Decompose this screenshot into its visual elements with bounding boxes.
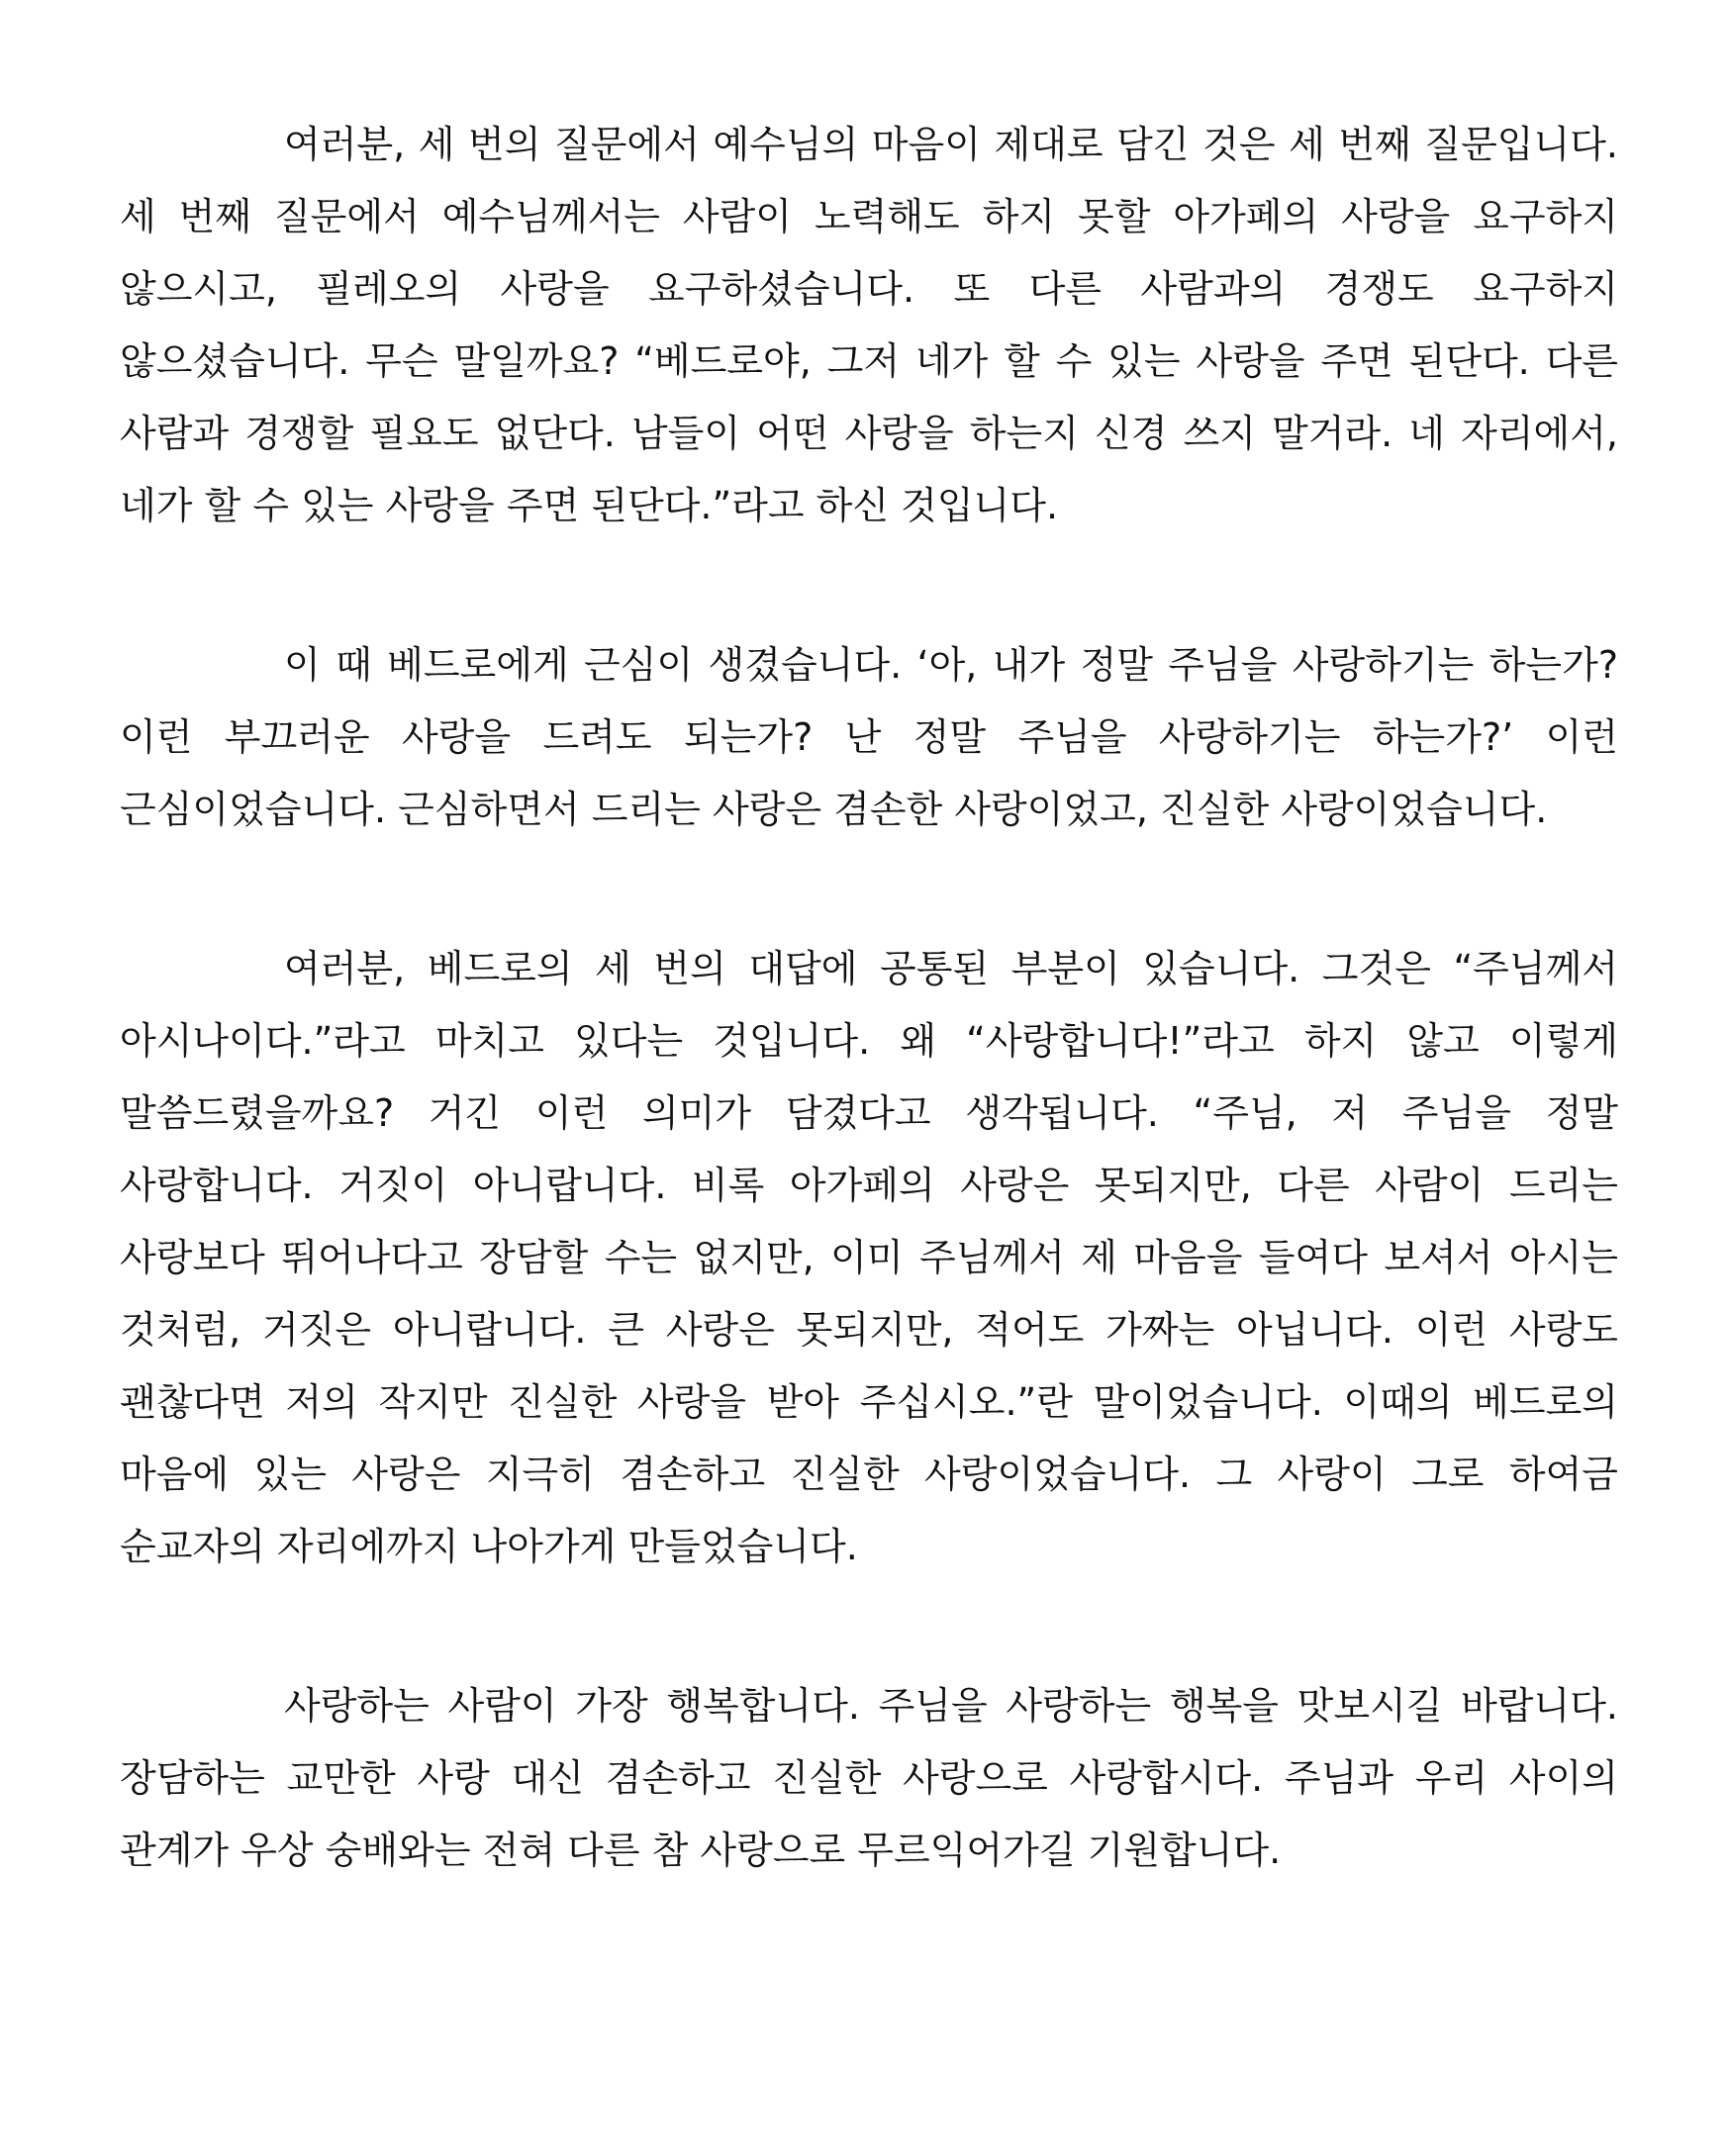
paragraph-2: 이 때 베드로에게 근심이 생겼습니다. ‘아, 내가 정말 주님을 사랑하기는 하는가? 이런 부끄러운 사랑을 드려도 되는가? 난 정말 주님을 사랑하기는 하는가?’ 이런 근심이었습니다. 근심하면서 드리는 사랑은 겸손한 사랑이었고, 진실한 사랑이었습니다. — [120, 643, 1618, 831]
document-body — [120, 109, 1618, 1887]
paragraph-4: 사랑하는 사람이 가장 행복합니다. 주님을 사랑하는 행복을 맛보시길 바랍니다. 장담하는 교만한 사랑 대신 겸손하고 진실한 사랑으로 사랑합시다. 주님과 우리 사이의 관계가 우상 숭배와는 전혀 다른 참 사랑으로 무르익어가길 기원합니다. — [120, 1684, 1618, 1872]
paragraph-1: 여러분, 세 번의 질문에서 예수님의 마음이 제대로 담긴 것은 세 번째 질문입니다. 세 번째 질문에서 예수님께서는 사람이 노력해도 하지 못할 아가페의 사랑을 요구하지 않으시고, 필레오의 사랑을 요구하셨습니다. 또 다른 사람과의 경쟁도 요구하지 않으셨습니다. 무슨 말일까요? “베드로야, 그저 네가 할 수 있는 사랑을 주면 된단다. 다른 사람과 경쟁할 필요도 없단다. 남들이 어떤 사랑을 하는지 신경 쓰지 말거라. 네 자리에서, 네가 할 수 있는 사랑을 주면 된단다.”라고 하신 것입니다. — [120, 123, 1618, 527]
paragraph-3: 여러분, 베드로의 세 번의 대답에 공통된 부분이 있습니다. 그것은 “주님께서 아시나이다.”라고 마치고 있다는 것입니다. 왜 “사랑합니다!”라고 하지 않고 이렇게 말씀드렸을까요? 거긴 이런 의미가 담겼다고 생각됩니다. “주님, 저 주님을 정말 사랑합니다. 거짓이 아니랍니다. 비록 아가페의 사랑은 못되지만, 다른 사람이 드리는 사랑보다 뛰어나다고 장담할 수는 없지만, 이미 주님께서 제 마음을 들여다 보셔서 아시는 것처럼, 거짓은 아니랍니다. 큰 사랑은 못되지만, 적어도 가짜는 아닙니다. 이런 사랑도 괜찮다면 저의 작지만 진실한 사랑을 받아 주십시오.”란 말이었습니다. 이때의 베드로의 마음에 있는 사랑은 지극히 겸손하고 진실한 사랑이었습니다. 그 사랑이 그로 하여금 순교자의 자리에까지 나아가게 만들었습니다. — [120, 947, 1618, 1568]
